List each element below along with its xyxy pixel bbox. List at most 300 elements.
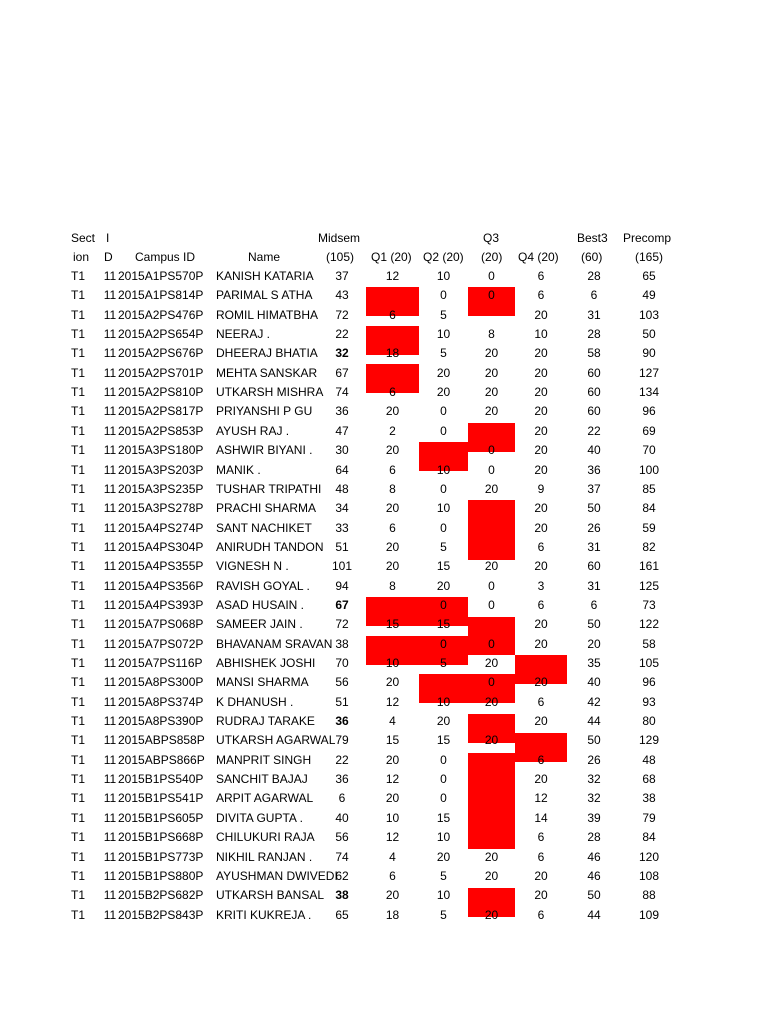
cell-q1: 20 (385, 443, 400, 457)
cell-q2: 0 (440, 404, 447, 418)
cell-name: PRIYANSHI P GU (216, 404, 313, 418)
cell-id: 11 (103, 482, 117, 496)
cell-name: PRACHI SHARMA (216, 501, 317, 515)
cell-best3: 60 (587, 404, 601, 418)
cell-q4: 20 (534, 637, 548, 651)
cell-section: T1 (71, 579, 86, 593)
cell-q2: 10 (436, 501, 451, 515)
cell-midsem: 32 (335, 346, 349, 360)
cell-q2: 10 (436, 888, 451, 902)
cell-midsem: 37 (335, 269, 349, 283)
cell-q4: 6 (537, 830, 545, 844)
cell-id: 11 (103, 830, 117, 844)
cell-section: T1 (71, 830, 86, 844)
cell-precomp: 96 (642, 675, 656, 689)
cell-midsem: 74 (335, 385, 349, 399)
cell-q2: 20 (436, 385, 451, 399)
cell-q3: 20 (484, 733, 499, 747)
cell-id: 11 (103, 385, 117, 399)
header-section-1: Sect (71, 231, 96, 245)
cell-q4 (515, 654, 567, 673)
cell-midsem: 6 (338, 791, 346, 805)
cell-best3: 60 (587, 366, 601, 380)
header-midsem-1: Midsem (318, 231, 361, 245)
cell-q2: 0 (440, 791, 447, 805)
cell-q2: 0 (440, 753, 447, 767)
cell-precomp: 84 (642, 501, 656, 515)
cell-q1 (366, 635, 419, 654)
cell-campus-id: 2015A3PS278P (118, 501, 204, 515)
cell-q1: 20 (385, 888, 400, 902)
header-q3-2: (20) (481, 250, 503, 264)
cell-q1: 20 (385, 501, 400, 515)
cell-id: 11 (103, 791, 117, 805)
cell-q2: 20 (436, 579, 451, 593)
header-name: Name (248, 250, 281, 264)
cell-name: MANPRIT SINGH (216, 753, 312, 767)
cell-q3 (468, 789, 515, 808)
cell-name: UTKARSH AGARWAL (216, 733, 336, 747)
cell-id: 11 (103, 598, 117, 612)
cell-precomp: 79 (642, 811, 656, 825)
cell-q2: 0 (440, 598, 447, 612)
cell-precomp: 85 (642, 482, 656, 496)
cell-campus-id: 2015B1PS540P (118, 772, 204, 786)
cell-id: 11 (103, 308, 117, 322)
cell-q1: 15 (385, 617, 400, 631)
cell-midsem: 38 (335, 888, 349, 902)
cell-q1: 6 (389, 385, 396, 399)
cell-q1: 4 (389, 714, 396, 728)
cell-q4: 20 (534, 888, 548, 902)
cell-section: T1 (71, 559, 86, 573)
cell-q4: 20 (534, 463, 548, 477)
cell-id: 11 (103, 521, 117, 535)
cell-midsem: 51 (335, 695, 349, 709)
cell-id: 11 (103, 772, 117, 786)
cell-section: T1 (71, 443, 86, 457)
cell-best3: 26 (587, 521, 601, 535)
cell-q3: 20 (484, 559, 499, 573)
cell-section: T1 (71, 617, 86, 631)
cell-precomp: 122 (638, 617, 660, 631)
cell-campus-id: 2015A3PS180P (118, 443, 204, 457)
cell-best3: 50 (587, 733, 601, 747)
cell-q4: 6 (537, 269, 545, 283)
cell-q4: 14 (534, 811, 548, 825)
cell-campus-id: 2015A4PS304P (118, 540, 204, 554)
cell-q1: 6 (389, 869, 396, 883)
cell-id: 11 (103, 675, 117, 689)
cell-name: UTKARSH MISHRA (216, 385, 324, 399)
cell-q4: 20 (534, 675, 548, 689)
cell-name: ANIRUDH TANDON (216, 540, 324, 554)
cell-id: 11 (103, 617, 117, 631)
cell-q3 (468, 770, 515, 789)
cell-midsem: 62 (335, 869, 349, 883)
cell-best3: 6 (590, 288, 598, 302)
cell-q2: 5 (440, 308, 447, 322)
cell-midsem: 70 (335, 656, 349, 670)
cell-q3: 0 (488, 579, 495, 593)
cell-name: ABHISHEK JOSHI (216, 656, 316, 670)
cell-precomp: 82 (642, 540, 656, 554)
cell-midsem: 56 (335, 675, 349, 689)
cell-best3: 31 (587, 308, 601, 322)
cell-id: 11 (103, 811, 117, 825)
cell-midsem: 72 (335, 617, 349, 631)
cell-midsem: 30 (335, 443, 349, 457)
cell-name: K DHANUSH . (216, 695, 294, 709)
cell-section: T1 (71, 675, 86, 689)
cell-q1: 6 (389, 521, 396, 535)
cell-midsem: 64 (335, 463, 349, 477)
cell-q4: 20 (534, 521, 548, 535)
cell-q1: 8 (389, 482, 396, 496)
cell-best3: 6 (590, 598, 598, 612)
cell-q4: 3 (537, 579, 545, 593)
cell-best3: 37 (587, 482, 601, 496)
cell-q3 (468, 538, 515, 557)
cell-name: DIVITA GUPTA . (216, 811, 303, 825)
cell-section: T1 (71, 598, 86, 612)
cell-q1: 20 (385, 559, 400, 573)
header-q3-1: Q3 (483, 231, 500, 245)
cell-campus-id: 2015A8PS390P (118, 714, 204, 728)
cell-q3: 8 (488, 327, 495, 341)
cell-campus-id: 2015A2PS810P (118, 385, 204, 399)
cell-q4: 6 (537, 850, 545, 864)
cell-q3 (468, 499, 515, 518)
cell-best3: 39 (587, 811, 601, 825)
cell-q1 (366, 325, 419, 344)
cell-q1: 20 (385, 753, 400, 767)
cell-campus-id: 2015B1PS773P (118, 850, 204, 864)
cell-precomp: 161 (638, 559, 660, 573)
cell-q1: 12 (385, 695, 400, 709)
cell-q4: 20 (534, 404, 548, 418)
cell-q3 (468, 519, 515, 538)
cell-campus-id: 2015A4PS393P (118, 598, 204, 612)
cell-precomp: 109 (638, 908, 660, 922)
cell-campus-id: 2015B1PS605P (118, 811, 204, 825)
cell-q2: 15 (436, 811, 451, 825)
cell-campus-id: 2015A2PS701P (118, 366, 204, 380)
cell-name: SANCHIT BAJAJ (216, 772, 308, 786)
cell-q2: 20 (436, 714, 451, 728)
cell-q1: 4 (389, 850, 396, 864)
cell-best3: 36 (587, 463, 601, 477)
cell-name: RAVISH GOYAL . (216, 579, 310, 593)
cell-q3 (468, 886, 515, 905)
cell-name: CHILUKURI RAJA (216, 830, 315, 844)
cell-q2: 15 (436, 559, 451, 573)
cell-midsem: 43 (335, 288, 349, 302)
cell-name: ARPIT AGARWAL (216, 791, 314, 805)
cell-q2: 0 (440, 482, 447, 496)
cell-q3: 20 (484, 482, 499, 496)
header-q4: Q4 (20) (518, 250, 559, 264)
cell-name: MANSI SHARMA (216, 675, 309, 689)
cell-id: 11 (103, 288, 117, 302)
cell-q2: 15 (436, 617, 451, 631)
cell-midsem: 38 (335, 637, 349, 651)
cell-best3: 50 (587, 501, 601, 515)
cell-q3: 20 (484, 366, 499, 380)
cell-section: T1 (71, 308, 86, 322)
cell-q1: 20 (385, 540, 400, 554)
cell-precomp: 48 (642, 753, 656, 767)
cell-midsem: 36 (335, 714, 349, 728)
cell-q4: 20 (534, 617, 548, 631)
cell-best3: 40 (587, 675, 601, 689)
cell-section: T1 (71, 714, 86, 728)
cell-id: 11 (103, 637, 117, 651)
header-id-1: I (106, 231, 110, 245)
cell-id: 11 (103, 869, 117, 883)
cell-campus-id: 2015B1PS541P (118, 791, 204, 805)
cell-q1: 2 (389, 424, 396, 438)
cell-campus-id: 2015A8PS300P (118, 675, 204, 689)
cell-id: 11 (103, 733, 117, 747)
cell-id: 11 (103, 559, 117, 573)
cell-q4: 20 (534, 714, 548, 728)
cell-precomp: 90 (642, 346, 656, 360)
cell-name: ASAD HUSAIN . (216, 598, 305, 612)
cell-name: SANT NACHIKET (216, 521, 312, 535)
header-section-2: ion (73, 250, 90, 264)
cell-q1: 12 (385, 269, 400, 283)
cell-midsem: 34 (335, 501, 349, 515)
cell-q2: 20 (436, 850, 451, 864)
cell-campus-id: 2015A8PS374P (118, 695, 204, 709)
cell-midsem: 22 (335, 753, 349, 767)
cell-midsem: 79 (335, 733, 349, 747)
cell-precomp: 120 (638, 850, 660, 864)
cell-q3 (468, 712, 515, 731)
cell-best3: 31 (587, 579, 601, 593)
cell-midsem: 40 (335, 811, 349, 825)
cell-precomp: 49 (642, 288, 656, 302)
cell-precomp: 88 (642, 888, 656, 902)
header-id-2: D (104, 250, 113, 264)
cell-section: T1 (71, 424, 86, 438)
cell-q3: 20 (484, 404, 499, 418)
cell-campus-id: 2015A1PS814P (118, 288, 204, 302)
cell-section: T1 (71, 733, 86, 747)
cell-campus-id: 2015B1PS668P (118, 830, 204, 844)
cell-precomp: 70 (642, 443, 656, 457)
cell-section: T1 (71, 288, 86, 302)
cell-section: T1 (71, 695, 86, 709)
cell-q3 (468, 306, 515, 325)
cell-q1: 6 (389, 308, 396, 322)
cell-precomp: 93 (642, 695, 656, 709)
cell-q3: 0 (488, 443, 495, 457)
cell-q2: 10 (436, 463, 451, 477)
header-campus-id: Campus ID (135, 250, 196, 264)
cell-q1: 6 (389, 463, 396, 477)
cell-name: SAMEER JAIN . (216, 617, 303, 631)
cell-name: UTKARSH BANSAL (216, 888, 325, 902)
cell-name: MANIK . (216, 463, 261, 477)
cell-campus-id: 2015A3PS203P (118, 463, 204, 477)
cell-name: BHAVANAM SRAVAN (216, 637, 333, 651)
cell-midsem: 47 (335, 424, 349, 438)
cell-q1 (366, 596, 419, 615)
cell-id: 11 (103, 346, 117, 360)
cell-q1: 10 (385, 656, 400, 670)
cell-precomp: 108 (638, 869, 660, 883)
cell-precomp: 129 (638, 733, 660, 747)
cell-q1: 20 (385, 404, 400, 418)
cell-name: ASHWIR BIYANI . (216, 443, 313, 457)
cell-midsem: 48 (335, 482, 349, 496)
cell-section: T1 (71, 811, 86, 825)
cell-precomp: 134 (638, 385, 660, 399)
cell-q4: 10 (534, 327, 548, 341)
cell-name: RUDRAJ TARAKE (216, 714, 315, 728)
cell-precomp: 38 (642, 791, 656, 805)
cell-id: 11 (103, 424, 117, 438)
cell-section: T1 (71, 404, 86, 418)
cell-best3: 28 (587, 269, 601, 283)
cell-q3 (468, 422, 515, 441)
cell-q1: 18 (385, 346, 400, 360)
cell-campus-id: 2015A4PS355P (118, 559, 204, 573)
cell-campus-id: 2015B1PS880P (118, 869, 204, 883)
cell-best3: 46 (587, 869, 601, 883)
cell-best3: 28 (587, 327, 601, 341)
cell-q1: 15 (385, 733, 400, 747)
cell-best3: 31 (587, 540, 601, 554)
cell-best3: 50 (587, 888, 601, 902)
cell-q3 (468, 751, 515, 770)
cell-q2: 10 (436, 269, 451, 283)
cell-best3: 60 (587, 559, 601, 573)
cell-q1: 12 (385, 830, 400, 844)
cell-precomp: 96 (642, 404, 656, 418)
cell-name: KANISH KATARIA (216, 269, 314, 283)
cell-best3: 50 (587, 617, 601, 631)
cell-q2: 5 (440, 540, 447, 554)
cell-id: 11 (103, 888, 117, 902)
cell-q4: 9 (537, 482, 545, 496)
cell-campus-id: 2015A7PS116P (118, 656, 203, 670)
cell-section: T1 (71, 656, 86, 670)
cell-name: ROMIL HIMATBHA (216, 308, 319, 322)
cell-q1: 8 (389, 579, 396, 593)
cell-best3: 40 (587, 443, 601, 457)
cell-best3: 60 (587, 385, 601, 399)
cell-name: AYUSHMAN DWIVEDI (216, 869, 338, 883)
cell-section: T1 (71, 753, 86, 767)
cell-q1: 12 (385, 772, 400, 786)
cell-q2: 20 (436, 366, 451, 380)
cell-q3: 20 (484, 869, 499, 883)
cell-midsem: 94 (335, 579, 349, 593)
cell-campus-id: 2015A2PS654P (118, 327, 204, 341)
cell-q4: 6 (537, 908, 545, 922)
cell-campus-id: 2015A3PS235P (118, 482, 204, 496)
cell-q3: 0 (488, 675, 495, 689)
cell-section: T1 (71, 482, 86, 496)
cell-q3 (468, 809, 515, 828)
cell-section: T1 (71, 366, 86, 380)
cell-best3: 35 (587, 656, 601, 670)
cell-campus-id: 2015A2PS476P (118, 308, 204, 322)
header-best3-2: (60) (581, 250, 603, 264)
cell-precomp: 65 (642, 269, 656, 283)
cell-q3: 20 (484, 346, 499, 360)
cell-q2: 0 (440, 288, 447, 302)
header-precomp-2: (165) (635, 250, 664, 264)
cell-q3: 0 (488, 463, 495, 477)
cell-name: DHEERAJ BHATIA (216, 346, 318, 360)
cell-best3: 22 (587, 424, 601, 438)
cell-precomp: 125 (638, 579, 660, 593)
cell-id: 11 (103, 714, 117, 728)
cell-section: T1 (71, 501, 86, 515)
cell-campus-id: 2015A1PS570P (118, 269, 204, 283)
cell-q2: 15 (436, 733, 451, 747)
cell-q2: 10 (436, 695, 451, 709)
cell-name: NIKHIL RANJAN . (216, 850, 313, 864)
cell-precomp: 59 (642, 521, 656, 535)
cell-section: T1 (71, 850, 86, 864)
cell-precomp: 84 (642, 830, 656, 844)
cell-section: T1 (71, 637, 86, 651)
cell-best3: 32 (587, 791, 601, 805)
cell-section: T1 (71, 346, 86, 360)
header-q1: Q1 (20) (371, 250, 412, 264)
cell-section: T1 (71, 540, 86, 554)
cell-campus-id: 2015A2PS676P (118, 346, 204, 360)
cell-q4: 20 (534, 559, 548, 573)
cell-q2: 0 (440, 637, 447, 651)
cell-campus-id: 2015ABPS866P (118, 753, 205, 767)
cell-q2: 10 (436, 830, 451, 844)
cell-q4: 6 (537, 540, 545, 554)
cell-q1: 20 (385, 675, 400, 689)
cell-q2 (419, 673, 468, 692)
cell-best3: 32 (587, 772, 601, 786)
cell-name: PARIMAL S ATHA (216, 288, 313, 302)
cell-name: MEHTA SANSKAR (216, 366, 318, 380)
header-precomp-1: Precomp (623, 231, 672, 245)
cell-q3: 20 (484, 850, 499, 864)
cell-q2: 5 (440, 869, 447, 883)
cell-best3: 44 (587, 908, 601, 922)
cell-section: T1 (71, 908, 86, 922)
cell-q4: 20 (534, 501, 548, 515)
cell-name: AYUSH RAJ . (216, 424, 290, 438)
header-best3-1: Best3 (577, 231, 608, 245)
cell-section: T1 (71, 327, 86, 341)
cell-q2 (419, 441, 468, 460)
cell-q4: 20 (534, 385, 548, 399)
cell-id: 11 (103, 269, 117, 283)
cell-midsem: 22 (335, 327, 349, 341)
cell-q4: 20 (534, 772, 548, 786)
cell-campus-id: 2015B2PS682P (118, 888, 204, 902)
cell-midsem: 74 (335, 850, 349, 864)
cell-precomp: 73 (642, 598, 656, 612)
cell-q3: 0 (488, 288, 495, 302)
cell-id: 11 (103, 366, 117, 380)
cell-campus-id: 2015A4PS356P (118, 579, 204, 593)
cell-q3: 20 (484, 385, 499, 399)
